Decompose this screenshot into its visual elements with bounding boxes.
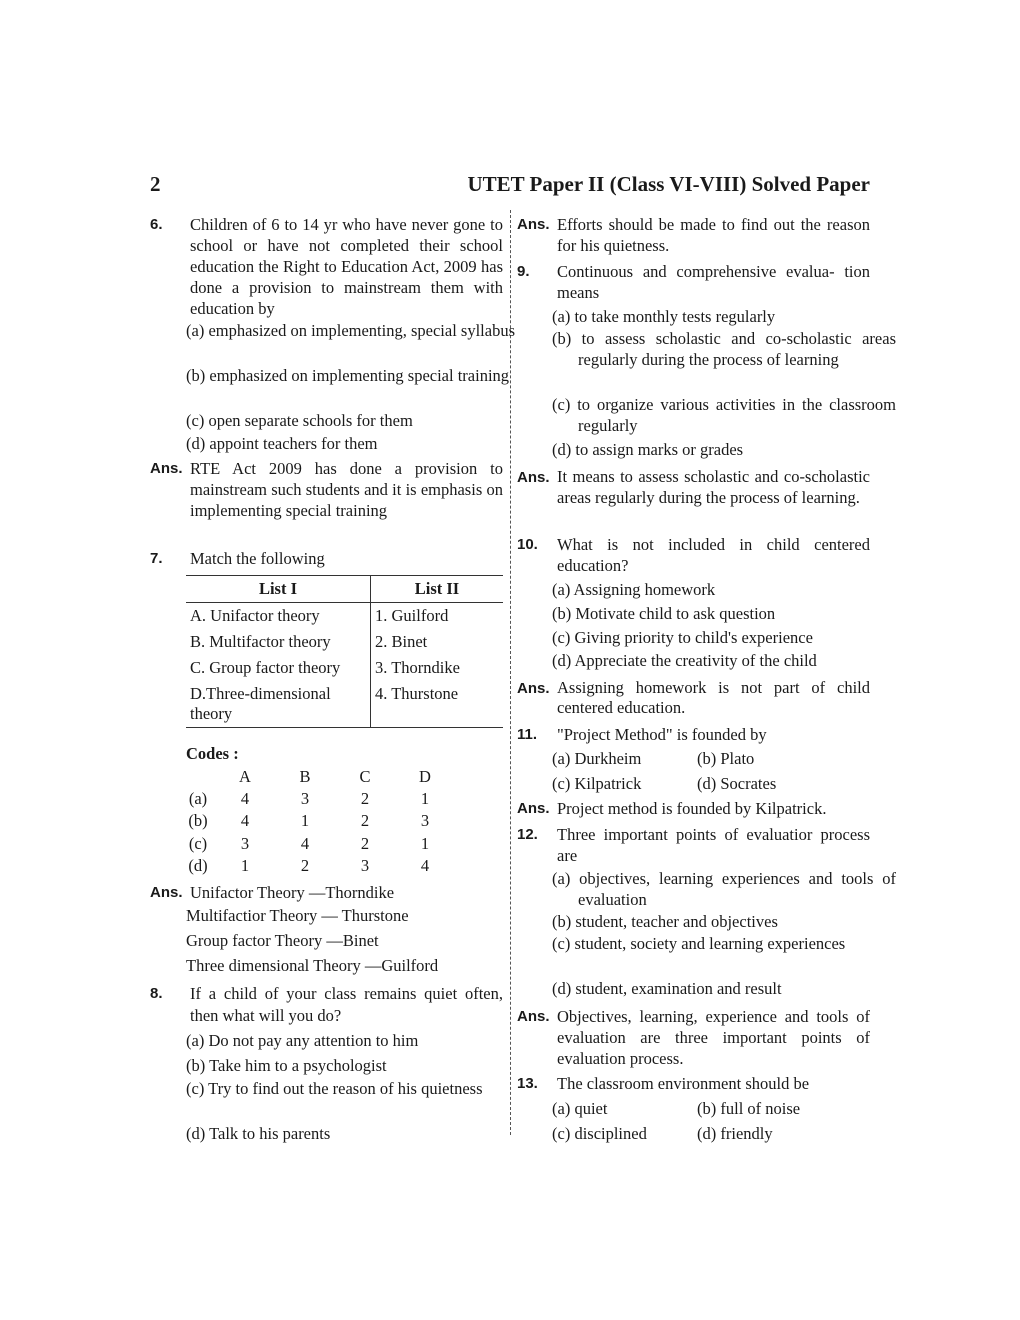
codes-value: 3 [360,856,370,875]
question-number: 9. [517,263,530,280]
answer-text: Project method is founded by Kilpatrick. [557,799,827,818]
table-row [186,629,503,655]
table-row [186,655,503,681]
codes-label: Codes : [186,744,239,763]
codes-value: 4 [300,834,310,853]
table-cell: 1. Guilford [375,606,449,625]
codes-value: 1 [420,834,430,853]
answer-label: Ans. [517,680,550,697]
answer-label: Ans. [517,469,550,486]
option: (a) Durkheim [552,749,642,768]
answer-label: Ans. [517,216,550,233]
codes-value: 4 [240,789,250,808]
question-number: 12. [517,826,538,843]
option: (c) open separate schools for them [186,411,413,430]
codes-value: 1 [300,811,310,830]
table-cell: 3. Thorndike [375,658,460,677]
codes-value: 4 [420,856,430,875]
codes-option-label: (d) [188,856,208,875]
answer-text: It means to assess scholastic and co-scholastic areas regularly during the process of learning. [557,467,870,507]
answer-line: Unifactor Theory —Thorndike [190,883,395,902]
question-text: What is not included in child centered education? [557,535,870,575]
question-text: "Project Method" is founded by [557,725,767,744]
table-cell: 2. Binet [375,632,428,651]
option: (d) friendly [697,1124,773,1143]
option: (d) Socrates [697,774,777,793]
question-text: If a child of your class remains quiet often, then what will you do? [190,984,503,1025]
option: (d) student, examination and result [552,979,782,998]
codes-value: 2 [360,789,370,808]
option: (b) Take him to a psychologist [186,1056,387,1075]
page-title: UTET Paper II (Class VI-VIII) Solved Paper [467,172,870,196]
answer-label: Ans. [517,800,550,817]
table-row [186,681,503,728]
question-text: The classroom environment should be [557,1074,810,1093]
option: (d) Appreciate the creativity of the child [552,651,817,670]
table-header: List I [186,576,371,603]
codes-column-header: B [299,767,311,786]
table-header: List II [371,576,504,603]
option: (a) emphasized on implementing, special syllabus [186,321,515,340]
answer-label: Ans. [517,1008,550,1025]
answer-text: Efforts should be made to find out the reason for his quietness. [557,215,870,255]
page-number: 2 [150,172,161,196]
option: (b) full of noise [697,1099,801,1118]
column-divider [510,210,511,1135]
codes-value: 3 [420,811,430,830]
codes-option-label: (b) [188,811,208,830]
codes-value: 1 [240,856,250,875]
question-number: 10. [517,536,538,553]
answer-line: Group factor Theory —Binet [186,931,379,950]
codes-value: 3 [300,789,310,808]
answer-line: Multifactior Theory — Thurstone [186,906,409,925]
option: (a) quiet [552,1099,608,1118]
answer-text: RTE Act 2009 has done a provision to mainstream such students and it is emphasis on implementing special training [190,459,503,520]
match-table [186,575,503,728]
table-cell: 4. Thurstone [371,681,504,728]
table-cell: B. Multifactor theory [186,629,371,655]
question-number: 7. [150,550,163,567]
codes-value: 3 [240,834,250,853]
table-cell: C. Group factor theory [186,655,371,681]
question-text: Continuous and comprehensive evalua- tion means [557,262,870,302]
option: (d) Talk to his parents [186,1124,331,1143]
answer-text: Assigning homework is not part of child centered education. [557,678,870,717]
question-number: 13. [517,1075,538,1092]
question-text: Three important points of evaluatior process are [557,825,870,865]
option: (c) student, society and learning experiences [552,934,846,953]
codes-column-header: C [359,767,371,786]
option: (b) to assess scholastic and co-scholastic areas regularly during the process of learning [552,329,896,369]
table-cell: A. Unifactor theory [186,603,371,630]
option: (a) objectives, learning experiences and tools of evaluation [552,869,896,909]
answer-label: Ans. [150,884,183,901]
codes-option-label: (a) [188,789,208,808]
answer-text: Objectives, learning, experience and tools of evaluation are three important points of evaluation process. [557,1007,870,1068]
codes-option-label: (c) [188,834,208,853]
option: (c) to organize various activities in the classroom regularly [552,395,896,435]
option: (c) Try to find out the reason of his quietness [186,1079,483,1098]
option: (b) emphasized on implementing special training [186,366,510,385]
option: (b) student, teacher and objectives [552,912,778,931]
option: (d) to assign marks or grades [552,440,744,459]
option: (a) to take monthly tests regularly [552,307,776,326]
option: (b) Motivate child to ask question [552,604,776,623]
question-number: 8. [150,985,163,1002]
option: (c) Giving priority to child's experience [552,628,813,647]
codes-value: 1 [420,789,430,808]
codes-value: 2 [360,811,370,830]
codes-value: 4 [240,811,250,830]
option: (a) Do not pay any attention to him [186,1031,419,1050]
table-row [186,603,503,630]
option: (c) Kilpatrick [552,774,642,793]
question-text: Children of 6 to 14 yr who have never gone to school or have not completed their school education the Right to Education Act, 2009 has done a provision to mainstream them with education by [190,215,503,318]
option: (d) appoint teachers for them [186,434,378,453]
option: (b) Plato [697,749,755,768]
table-cell: D.Three-dimensional theory [186,681,371,728]
question-number: 11. [517,726,538,743]
answer-label: Ans. [150,460,183,477]
question-text: Match the following [190,549,325,568]
option: (a) Assigning homework [552,580,716,599]
codes-column-header: D [419,767,431,786]
codes-value: 2 [360,834,370,853]
codes-value: 2 [300,856,310,875]
codes-column-header: A [239,767,251,786]
answer-line: Three dimensional Theory —Guilford [186,956,439,975]
question-number: 6. [150,216,163,233]
option: (c) disciplined [552,1124,647,1143]
